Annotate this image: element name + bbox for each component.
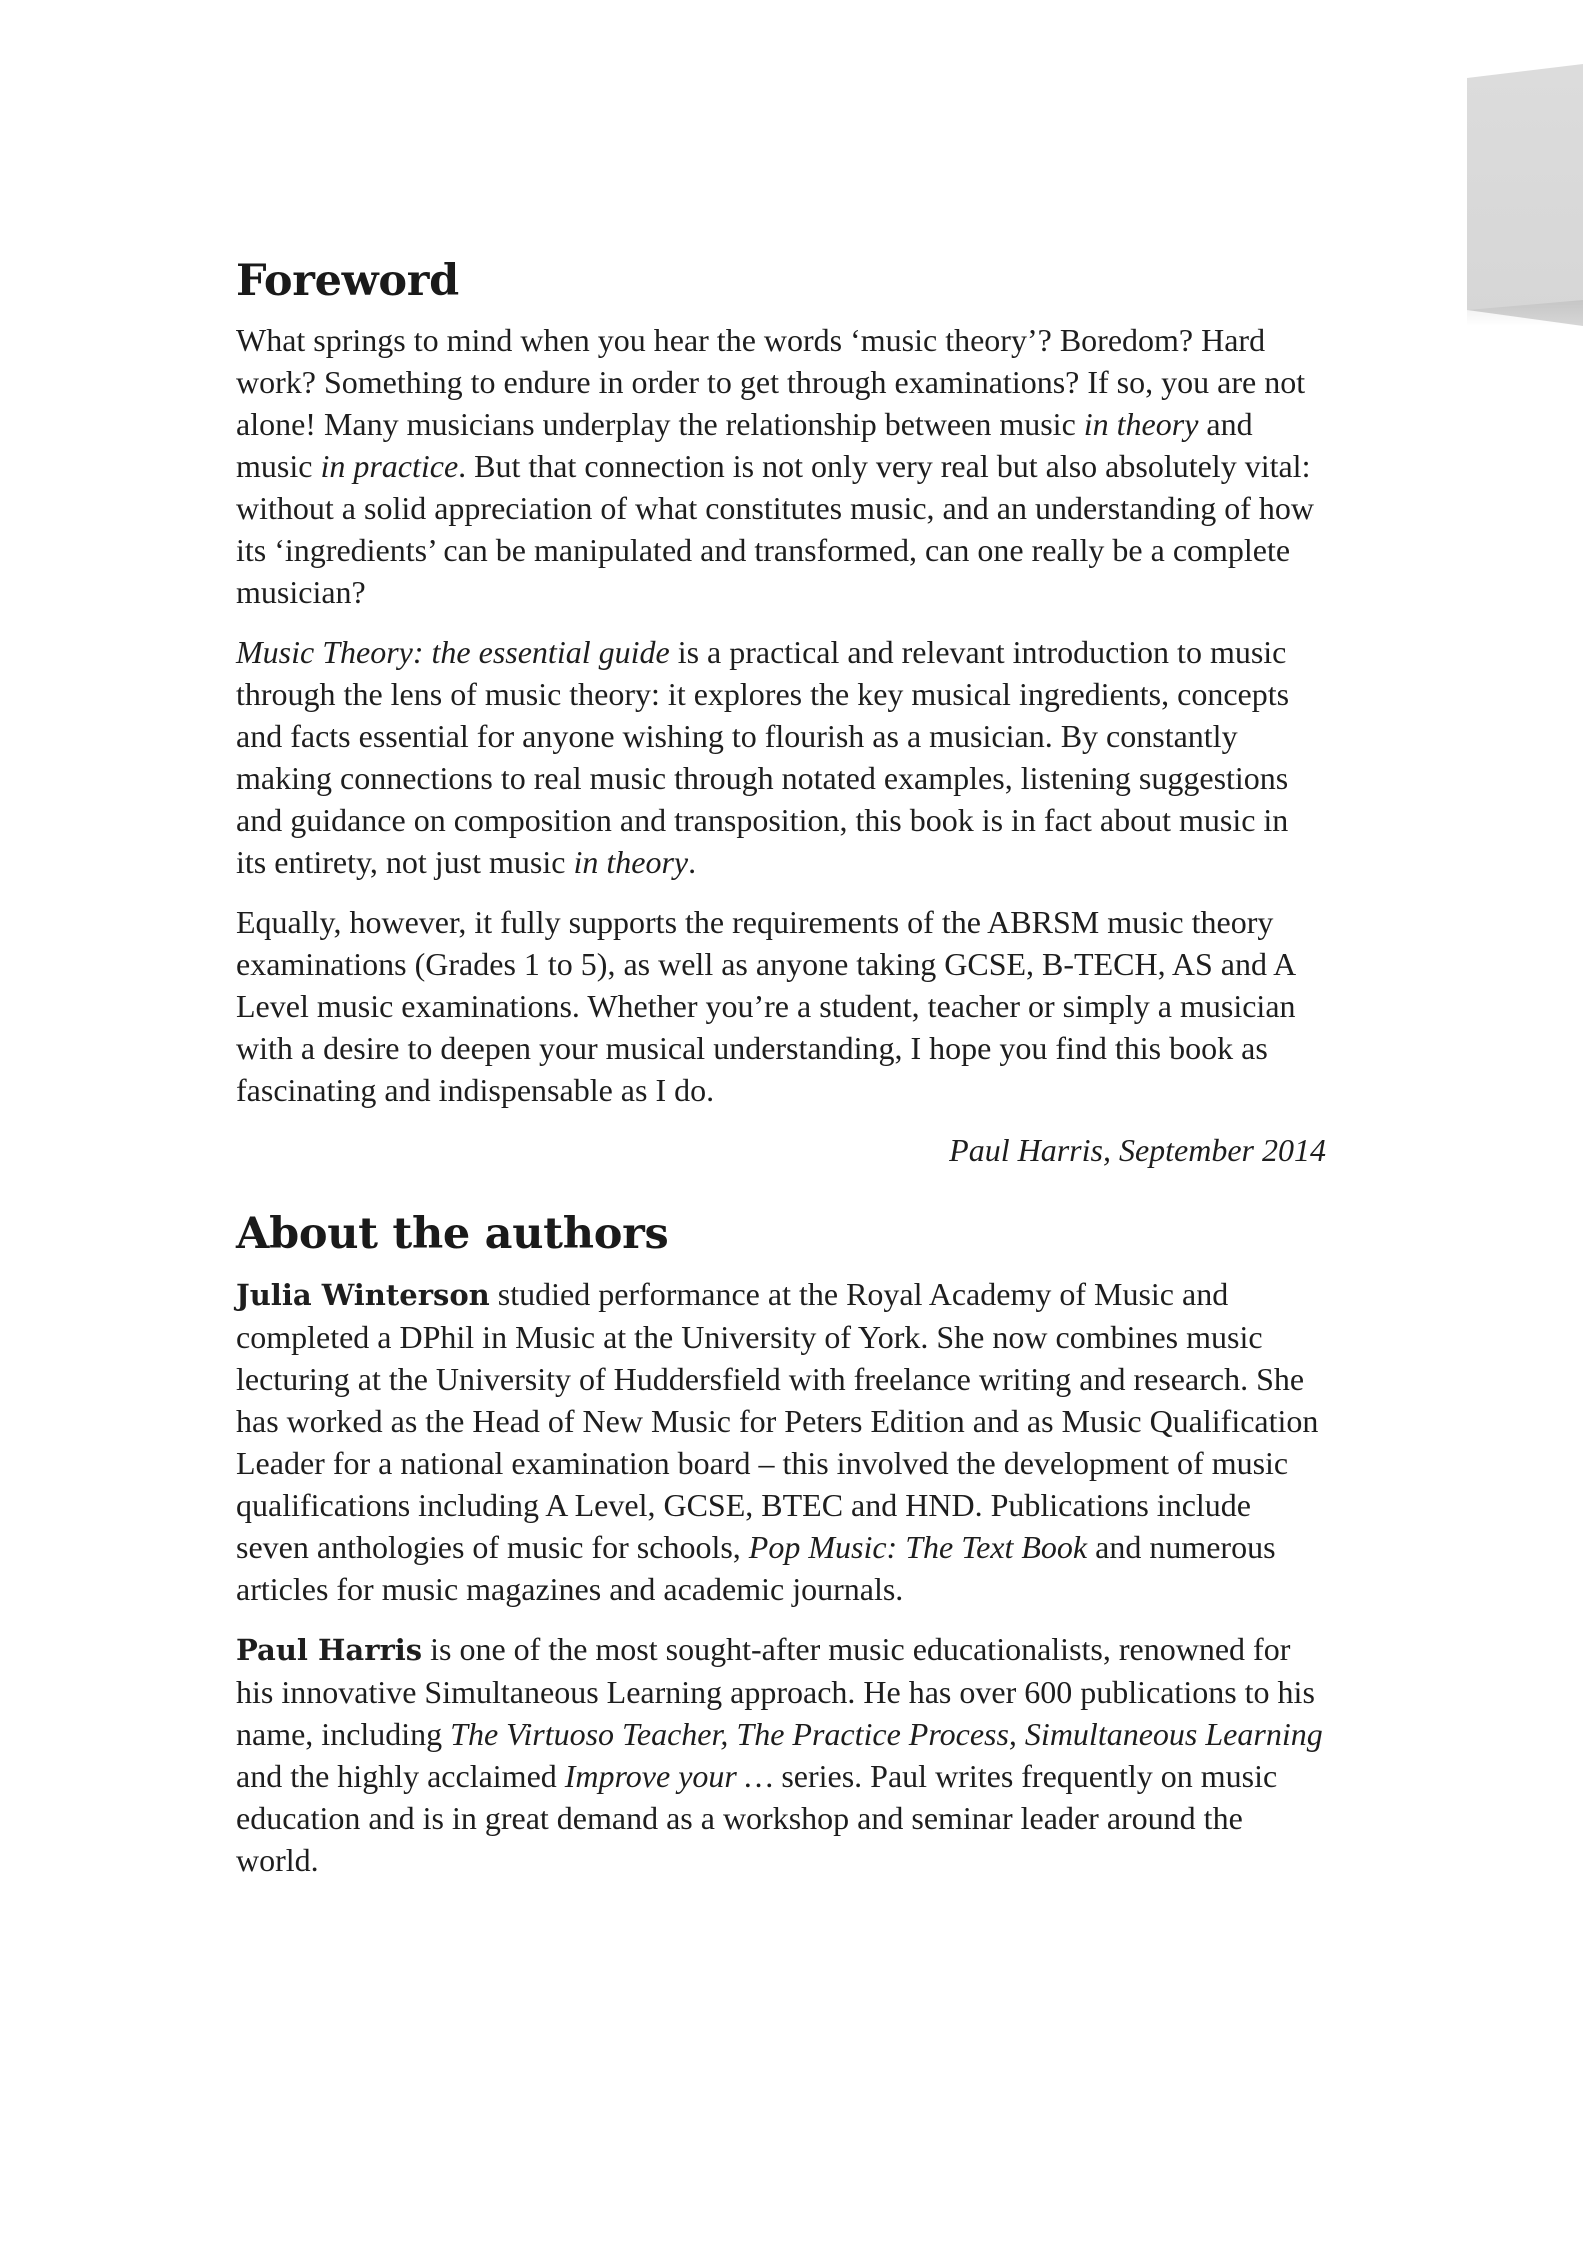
author-name: Julia Winterson [236, 1277, 490, 1312]
about-authors-heading: About the authors [236, 1209, 669, 1260]
foreword-paragraph-3: Equally, however, it fully supports the requirements of the ABRSM music theory examinations (Grades 1 to 5), as well as anyone taking GCSE, B-TECH, AS and A Level music examinations. Whether you’re a student, teacher or simply a musician with a desire to deepen your musical understanding, I hope you find this book as fascinating and indispensable as I do. [236, 904, 1296, 1109]
foreword-heading: Foreword [236, 256, 459, 306]
foreword-paragraph-1: What springs to mind when you hear the words ‘music theory’? Boredom? Hard work? Something to endure in order to get through examinations? If so, you are not alone! Many musicians underplay the relationship between music in theory and music in practice. But that connection is not only very real but also absolutely vital: without a solid appreciation of what constitutes music, and an understanding of how its ‘ingredients’ can be manipulated and transformed, can one really be a complete musician? [236, 322, 1314, 611]
foreword-paragraph-2: Music Theory: the essential guide is a practical and relevant introduction to music through the lens of music theory: it explores the key musical ingredients, concepts and facts essential for anyone wishing to flourish as a musician. By constantly making connections to real music through notated examples, listening suggestions and guidance on composition and transposition, this book is in fact about music in its entirety, not just music in theory. [236, 634, 1290, 881]
foreword-signature: Paul Harris, September 2014 [949, 1132, 1326, 1169]
author-bio-paul: Paul Harris is one of the most sought-after music educationalists, renowned for his innovative Simultaneous Learning approach. He has over 600 publications to his name, including The Virtuoso Teacher, The Practice Process, Simultaneous Learning and the highly acclaimed Improve your … series. Paul writes frequently on music education and is in great demand as a workshop and seminar leader around the world. [236, 1630, 1323, 1878]
author-bio-julia: Julia Winterson studied performance at the Royal Academy of Music and completed a DPhil in Music at the University of York. She now combines music lecturing at the University of Huddersfield with freelance writing and research. She has worked as the Head of New Music for Peters Edition and as Music Qualification Leader for a national examination board – this involved the development of music qualifications including A Level, GCSE, BTEC and HND. Publications include seven anthologies of music for schools, Pop Music: The Text Book and numerous articles for music magazines and academic journals. [236, 1275, 1319, 1607]
page-edge-tab [1467, 64, 1583, 326]
page-content [236, 258, 1326, 1899]
author-name: Paul Harris [236, 1632, 423, 1667]
